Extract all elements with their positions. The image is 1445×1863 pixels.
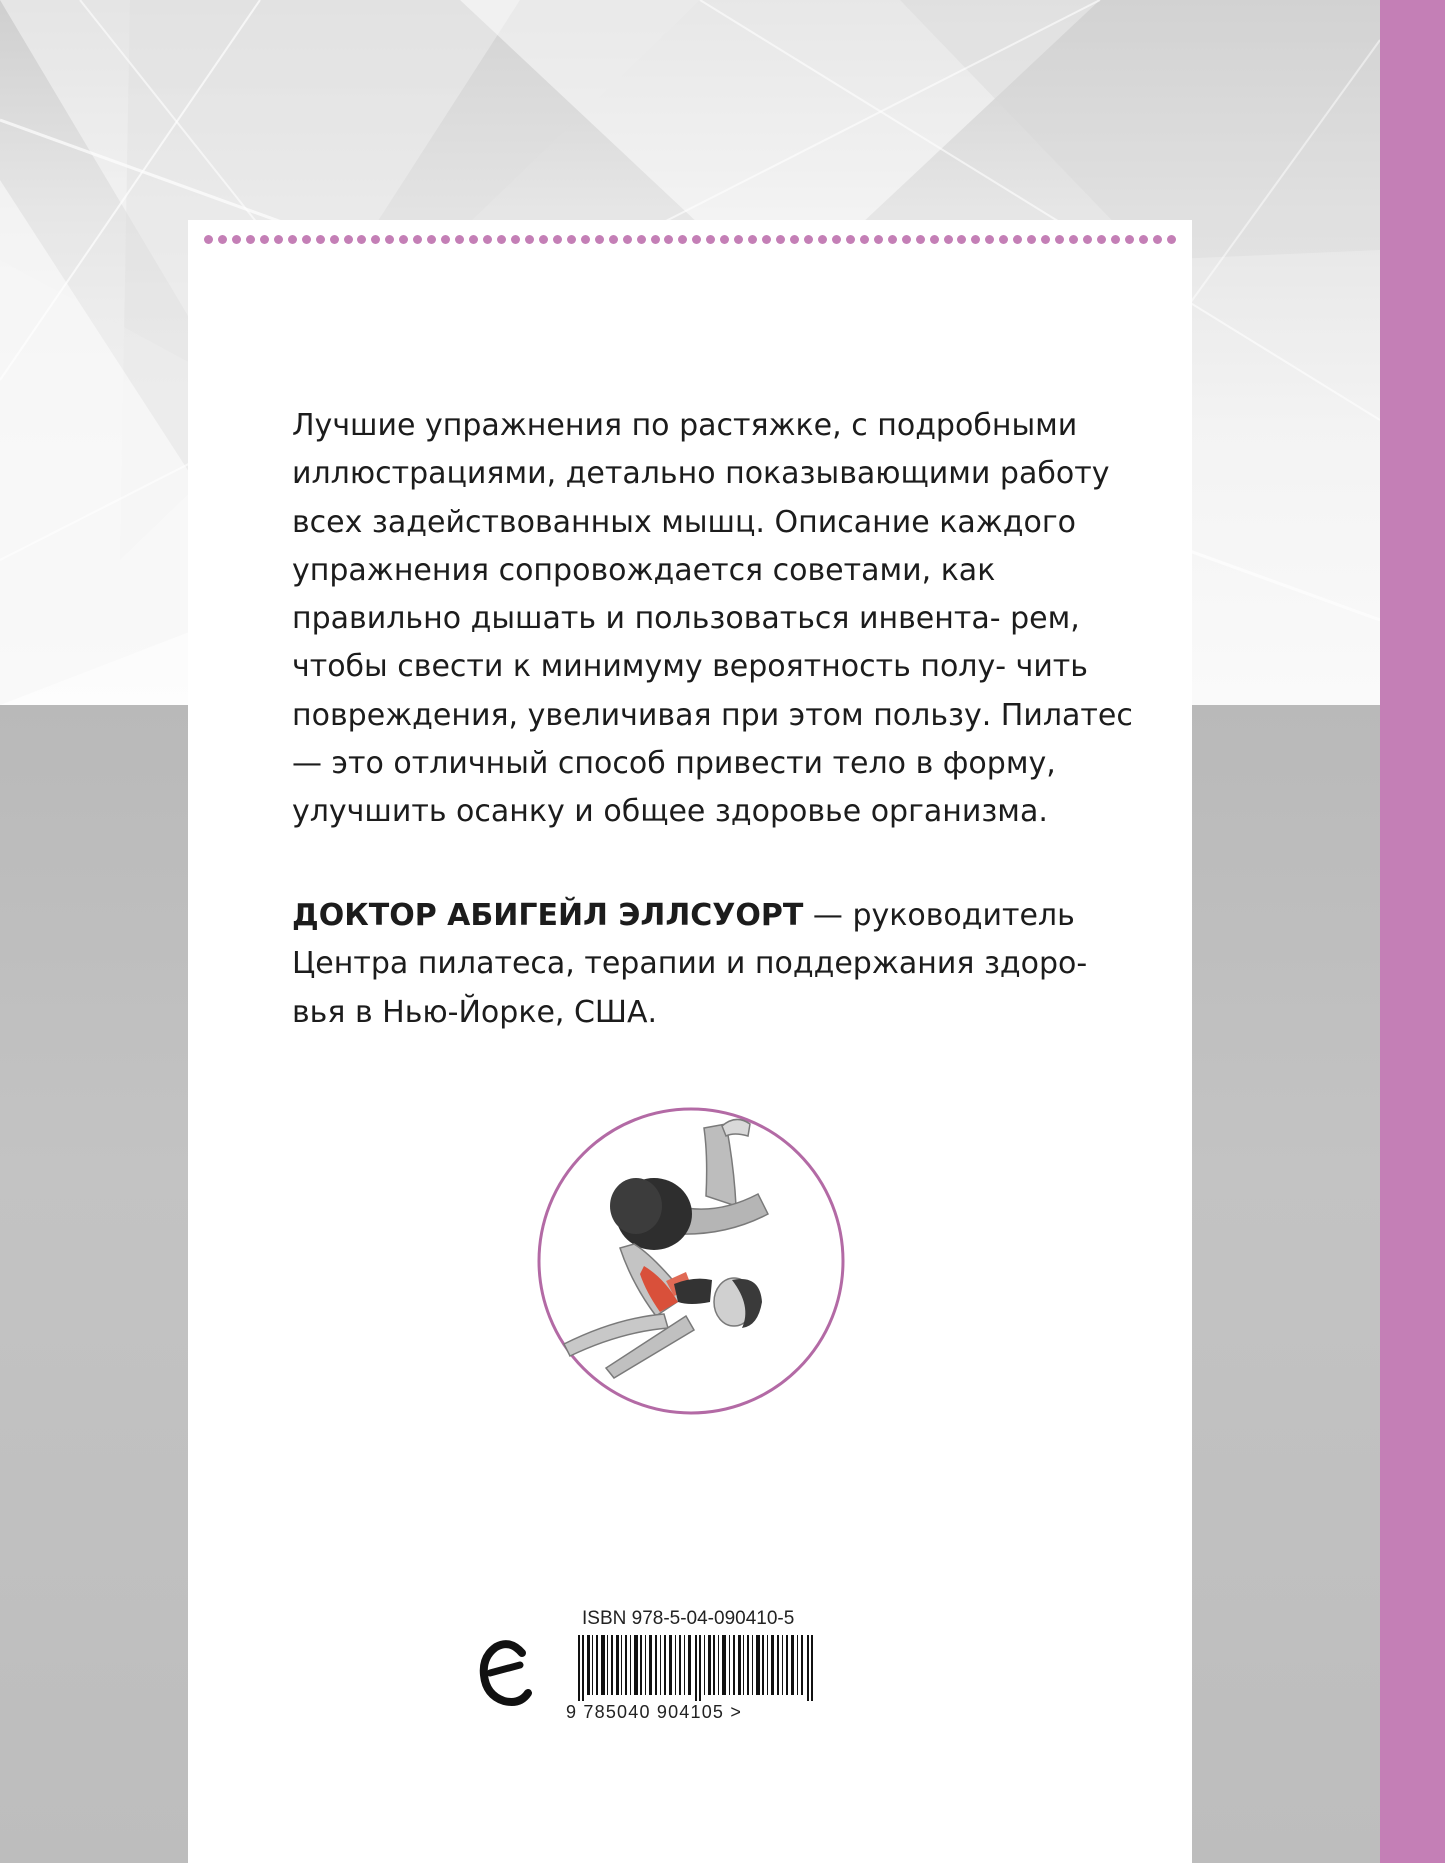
dotted-divider <box>204 235 1176 247</box>
book-description: Лучшие упражнения по растяжке, с подробными иллюстрациями, детально показывающими работу всех задействованных мышц. Описание каждого упражнения сопровождается советами, как правильно дышать и пользоваться инвента- рем, чтобы свести к минимуму вероятность полу- чить повреждения, увеличивая при этом пользу. Пилатес — это отличный способ привести тело в форму, улучшить осанку и общее здоровье организма. <box>292 408 1133 830</box>
content-panel <box>188 220 1192 1863</box>
eksmo-logo-icon <box>476 1635 536 1707</box>
author-info <box>292 892 1142 1037</box>
spine-strip <box>1380 0 1445 1863</box>
author-bio: — руководитель Центра пилатеса, терапии и поддержания здоро- вья в Нью-Йорке, США. <box>292 898 1088 1030</box>
barcode-number: 9 785040 904105 > <box>566 1702 743 1722</box>
author-name: ДОКТОР АБИГЕЙЛ ЭЛЛСУОРТ <box>292 898 804 933</box>
barcode <box>578 1635 818 1701</box>
pilates-exercise-illustration <box>536 1106 846 1416</box>
isbn: ISBN 978-5-04-090410-5 <box>582 1608 795 1629</box>
